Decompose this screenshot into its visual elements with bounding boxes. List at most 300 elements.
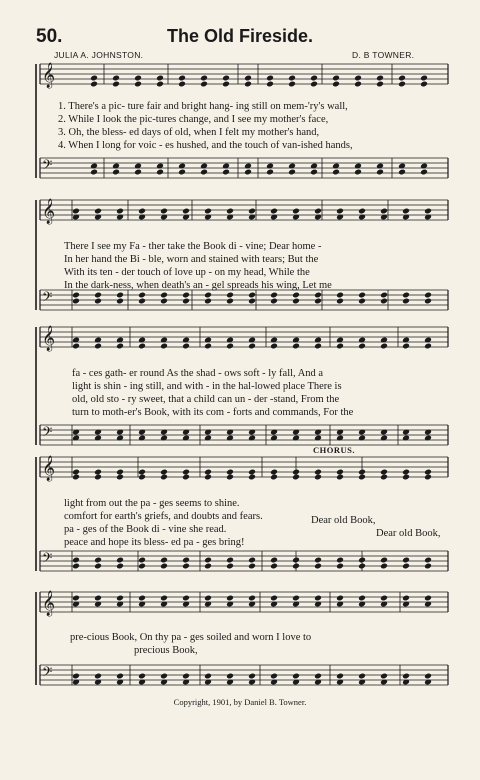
note-head [336,429,344,436]
note-head [248,429,256,436]
note-head [380,292,388,299]
note-head [336,343,344,350]
note-head [270,474,278,481]
note-head [226,435,234,442]
note-head [112,163,120,170]
note-head [310,163,318,170]
chorus-label: CHORUS. [313,445,355,455]
note-head [116,337,124,344]
note-head [248,214,256,221]
note-head [226,469,234,476]
note-head [178,163,186,170]
lyric-line: turn to moth-er's Book, with its com - forts and commands, For the [72,407,354,418]
note-head [200,75,208,82]
note-head [380,595,388,602]
note-head [182,298,190,305]
note-head [424,474,432,481]
note-head [244,163,252,170]
note-head [266,81,274,88]
note-head [160,343,168,350]
note-head [336,214,344,221]
note-head [402,679,410,686]
note-head [226,208,234,215]
note-head [204,679,212,686]
lyric-line: light from out the pa - ges seems to shine. [64,498,240,509]
note-head [204,474,212,481]
note-head [226,292,234,299]
note-head [354,169,362,176]
note-head [380,208,388,215]
note-head [292,557,300,564]
note-head [292,214,300,221]
note-head [292,343,300,350]
note-head [314,601,322,608]
note-head [402,208,410,215]
note-head [72,429,80,436]
note-head [134,75,142,82]
note-head [292,337,300,344]
note-head [292,469,300,476]
note-head [270,429,278,436]
note-head [72,679,80,686]
note-head [266,163,274,170]
note-head [204,435,212,442]
note-head [248,343,256,350]
note-head [116,469,124,476]
note-head [380,601,388,608]
note-head [314,474,322,481]
note-head [270,292,278,299]
note-head [380,673,388,680]
note-head [94,474,102,481]
note-head [358,298,366,305]
note-head [248,557,256,564]
composer-credit: D. B TOWNER. [352,50,415,60]
note-head [358,337,366,344]
note-head [138,429,146,436]
note-head [204,601,212,608]
note-head [226,474,234,481]
note-head [314,298,322,305]
author-credit: JULIA A. JOHNSTON. [54,50,144,60]
note-head [222,81,230,88]
note-head [376,81,384,88]
note-head [270,673,278,680]
note-head [138,435,146,442]
note-head [248,469,256,476]
note-head [204,557,212,564]
note-head [402,298,410,305]
note-head [292,435,300,442]
note-head [138,601,146,608]
note-head [314,214,322,221]
note-head [358,435,366,442]
note-head [336,474,344,481]
note-head [270,298,278,305]
note-head [116,343,124,350]
note-head [244,169,252,176]
note-head [116,673,124,680]
note-head [178,169,186,176]
note-head [116,595,124,602]
note-head [72,673,80,680]
lyric-line: precious Book, [134,645,198,656]
note-head [72,563,80,570]
note-head [134,169,142,176]
note-head [182,557,190,564]
note-head [94,298,102,305]
note-head [138,474,146,481]
note-head [270,337,278,344]
note-head [182,595,190,602]
note-head [402,292,410,299]
note-head [424,595,432,602]
note-head [292,292,300,299]
lyric-line: In the dark-ness, when death's an - gel spreads his wing, Let me [64,280,332,291]
note-head [314,679,322,686]
note-head [402,673,410,680]
treble-clef-icon: 𝄞 [42,199,56,224]
note-head [226,214,234,221]
note-head [292,298,300,305]
bass-clef-icon: 𝄢 [42,424,53,443]
note-head [402,601,410,608]
note-head [336,298,344,305]
note-head [266,169,274,176]
note-head [178,81,186,88]
note-head [90,81,98,88]
note-head [94,435,102,442]
lyric-line: light is shin - ing still, and with - in the hal-lowed place There is [72,381,342,392]
note-head [112,75,120,82]
note-head [358,557,366,564]
note-head [182,673,190,680]
note-head [336,337,344,344]
note-head [160,435,168,442]
note-head [270,214,278,221]
note-head [292,595,300,602]
note-head [402,337,410,344]
note-head [314,595,322,602]
note-head [314,208,322,215]
note-head [380,563,388,570]
note-head [402,469,410,476]
note-head [376,163,384,170]
note-head [402,429,410,436]
note-head [72,469,80,476]
note-head [314,673,322,680]
note-head [72,298,80,305]
lyric-line: 3. Oh, the bless- ed days of old, when I felt my mother's hand, [58,127,320,138]
note-head [204,337,212,344]
note-head [358,214,366,221]
note-head [332,163,340,170]
note-head [402,474,410,481]
note-head [402,563,410,570]
note-head [398,163,406,170]
note-head [336,679,344,686]
note-head [336,557,344,564]
note-head [332,75,340,82]
note-head [248,601,256,608]
note-head [72,337,80,344]
note-head [292,208,300,215]
note-head [244,81,252,88]
note-head [94,214,102,221]
note-head [160,601,168,608]
note-head [182,563,190,570]
note-head [200,169,208,176]
note-head [310,81,318,88]
note-head [204,563,212,570]
note-head [138,214,146,221]
note-head [138,679,146,686]
note-head [266,75,274,82]
note-head [226,595,234,602]
hymn-title: The Old Fireside. [166,26,314,46]
note-head [424,337,432,344]
note-head [160,673,168,680]
note-head [222,75,230,82]
note-head [288,75,296,82]
note-head [420,75,428,82]
note-head [314,343,322,350]
note-head [270,557,278,564]
note-head [94,595,102,602]
note-head [138,563,146,570]
note-head [424,435,432,442]
note-head [160,557,168,564]
note-head [160,474,168,481]
note-head [116,435,124,442]
note-head [156,81,164,88]
note-head [94,557,102,564]
note-head [358,469,366,476]
note-head [226,563,234,570]
note-head [204,673,212,680]
note-head [160,298,168,305]
note-head [226,673,234,680]
treble-clef-icon: 𝄞 [42,456,56,481]
note-head [94,563,102,570]
note-head [156,75,164,82]
note-head [314,557,322,564]
note-head [244,75,252,82]
note-head [398,169,406,176]
note-head [314,469,322,476]
treble-clef-icon: 𝄞 [42,591,56,616]
note-head [138,208,146,215]
note-head [182,435,190,442]
note-head [332,169,340,176]
note-head [270,679,278,686]
note-head [292,563,300,570]
note-head [424,601,432,608]
note-head [270,469,278,476]
lyric-line: In her hand the Bi - ble, worn and stained with tears; But the [64,254,319,265]
note-head [292,429,300,436]
note-head [182,208,190,215]
note-head [226,298,234,305]
note-head [288,81,296,88]
note-head [424,557,432,564]
lyric-line: With its ten - der touch of love up - on my head, While the [64,267,310,278]
note-head [420,81,428,88]
note-head [380,435,388,442]
note-head [182,214,190,221]
note-head [72,435,80,442]
note-head [204,469,212,476]
treble-clef-icon: 𝄞 [42,63,56,88]
note-head [420,169,428,176]
note-head [116,298,124,305]
note-head [222,163,230,170]
note-head [204,208,212,215]
note-head [424,292,432,299]
note-head [90,75,98,82]
note-head [160,292,168,299]
note-head [248,595,256,602]
note-head [160,208,168,215]
note-head [424,208,432,215]
note-head [380,214,388,221]
note-head [358,595,366,602]
note-head [72,595,80,602]
note-head [94,673,102,680]
note-head [138,343,146,350]
note-head [270,563,278,570]
note-head [354,75,362,82]
bass-clef-icon: 𝄢 [42,550,53,569]
note-head [138,292,146,299]
note-head [248,298,256,305]
note-head [402,435,410,442]
note-head [424,673,432,680]
note-head [420,163,428,170]
note-head [116,208,124,215]
note-head [156,169,164,176]
note-head [314,337,322,344]
note-head [112,81,120,88]
note-head [178,75,186,82]
note-head [336,563,344,570]
note-head [424,563,432,570]
note-head [424,343,432,350]
note-head [314,429,322,436]
note-head [134,163,142,170]
treble-clef-icon: 𝄞 [42,326,56,351]
note-head [380,429,388,436]
note-head [94,679,102,686]
note-head [358,673,366,680]
note-head [248,292,256,299]
chorus-lyric: Dear old Book, [311,515,376,526]
note-head [72,208,80,215]
note-head [358,679,366,686]
note-head [402,343,410,350]
note-head [204,214,212,221]
note-head [248,337,256,344]
note-head [226,557,234,564]
note-head [248,679,256,686]
note-head [376,169,384,176]
note-head [182,292,190,299]
note-head [358,343,366,350]
note-head [90,163,98,170]
note-head [248,673,256,680]
note-head [380,474,388,481]
note-head [94,469,102,476]
hymn-number: 50. [36,26,63,47]
note-head [160,337,168,344]
note-head [160,469,168,476]
note-head [116,292,124,299]
note-head [336,673,344,680]
note-head [380,557,388,564]
lyric-line: 2. While I look the pic-tures change, and I see my mother's face, [58,114,329,125]
lyric-line: comfort for earth's griefs, and doubts and fears. [64,511,263,522]
lyric-line: pa - ges of the Book di - vine she read. [64,524,227,535]
note-head [204,429,212,436]
note-head [182,474,190,481]
note-head [160,679,168,686]
note-head [138,673,146,680]
note-head [138,469,146,476]
note-head [138,557,146,564]
note-head [424,679,432,686]
note-head [94,208,102,215]
note-head [336,208,344,215]
lyric-line: 1. There's a pic- ture fair and bright hang- ing still on mem-'ry's wall, [58,101,348,112]
note-head [358,563,366,570]
note-head [380,337,388,344]
note-head [314,435,322,442]
lyric-line: 4. When I long for voic - es hushed, and the touch of van-ished hands, [58,140,353,151]
note-head [270,343,278,350]
lyric-line: peace and hope its bless- ed pa - ges bring! [64,537,245,548]
note-head [160,563,168,570]
note-head [138,595,146,602]
note-head [138,337,146,344]
note-head [182,429,190,436]
note-head [182,343,190,350]
note-head [248,435,256,442]
note-head [182,337,190,344]
note-head [156,163,164,170]
note-head [226,429,234,436]
note-head [226,601,234,608]
bass-clef-icon: 𝄢 [42,289,53,308]
note-head [204,343,212,350]
note-head [336,435,344,442]
note-head [72,214,80,221]
note-head [94,343,102,350]
note-head [358,292,366,299]
note-head [292,679,300,686]
note-head [226,679,234,686]
note-head [226,343,234,350]
bass-clef-icon: 𝄢 [42,157,53,176]
note-head [336,292,344,299]
note-head [116,601,124,608]
note-head [358,429,366,436]
note-head [354,163,362,170]
note-head [160,595,168,602]
note-head [204,298,212,305]
note-head [72,474,80,481]
note-head [226,337,234,344]
note-head [292,474,300,481]
